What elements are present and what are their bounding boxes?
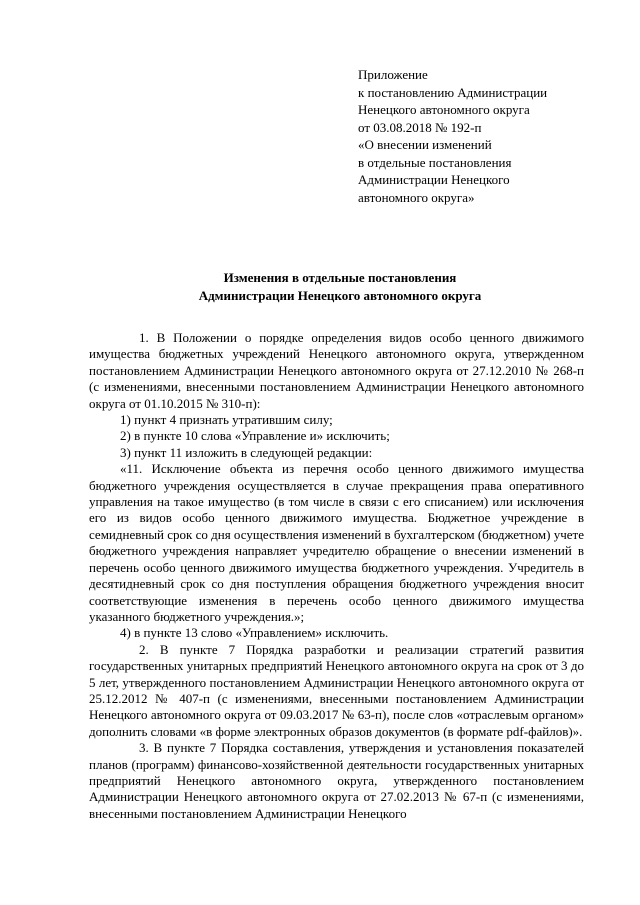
paragraph-2: 2. В пункте 7 Порядка разработки и реализации стратегий развития государственных унитарных предприятий Ненецкого автономного округа на срок от 3 до 5 лет, утвержденного постановлением Администрации Ненецкого автономного округа от 25.12.2012 № 407-п (с изменениями, внесенными постановлением Администрации Ненецкого автономного округа от 09.03.2017 № 63-п), после слов «отраслевым органом» дополнить словами «в форме электронных образов документов (в формате pdf-файлов)».	[89, 641, 584, 739]
appendix-line: автономного округа»	[358, 189, 475, 205]
paragraph-1: 1. В Положении о порядке определения видов особо ценного движимого имущества бюджетных учреждений Ненецкого автономного округа, утвержденном постановлением Администрации Ненецкого автономного округа от 27.12.2010 № 268-п (с изменениями, внесенными постановлением Администрации Ненецкого автономного округа от 01.10.2015 № 310-п):	[89, 330, 584, 411]
quoted-clause-11: «11. Исключение объекта из перечня особо ценного движимого имущества бюджетного учреждения осуществляется в случае прекращения права оперативного управления на такое имущество (в том числе в связи с его списанием) или исключения его из видов особо ценного движимого имущества. Бюджетное учреждение в семидневный срок со дня осуществления изменений в бухгалтерском (бюджетном) учете бюджетного учреждения направляет учредителю обращение о внесении изменений в перечень особо ценного движимого имущества бюджетного учреждения. Учредитель в десятидневный срок со дня поступления обращения бюджетного учреждения вносит соответствующие изменения в перечень особо ценного движимого имущества указанного бюджетного учреждения.»;	[89, 461, 584, 624]
subitem-3: 3) пункт 11 изложить в следующей редакции:	[120, 444, 373, 460]
subitem-4: 4) в пункте 13 слово «Управлением» исключить.	[120, 625, 389, 641]
document-title	[60, 269, 620, 305]
appendix-block	[358, 66, 608, 206]
appendix-line: «О внесении изменений	[358, 137, 492, 152]
title-line-2: Администрации Ненецкого автономного округа	[198, 288, 482, 303]
paragraph-3: 3. В пункте 7 Порядка составления, утверждения и установления показателей планов (программ) финансово-хозяйственной деятельности государственных унитарных предприятий Ненецкого автономного округа, утвержденного постановлением Администрации Ненецкого автономного округа от 27.02.2013 № 67-п (с изменениями, внесенными постановлением Администрации Ненецкого	[89, 740, 584, 821]
appendix-line: к постановлению Администрации	[358, 84, 548, 100]
subitem-2: 2) в пункте 10 слова «Управление и» исключить;	[120, 428, 390, 444]
appendix-line: Ненецкого автономного округа	[358, 102, 530, 117]
document-body	[89, 330, 584, 822]
appendix-line: Администрации Ненецкого	[358, 172, 510, 187]
subitem-1: 1) пункт 4 признать утратившим силу;	[120, 412, 333, 428]
appendix-line: Приложение	[358, 67, 428, 82]
appendix-line: в отдельные постановления	[358, 154, 512, 170]
title-line-1: Изменения в отдельные постановления	[223, 270, 457, 285]
appendix-line: от 03.08.2018 № 192-п	[358, 119, 482, 135]
